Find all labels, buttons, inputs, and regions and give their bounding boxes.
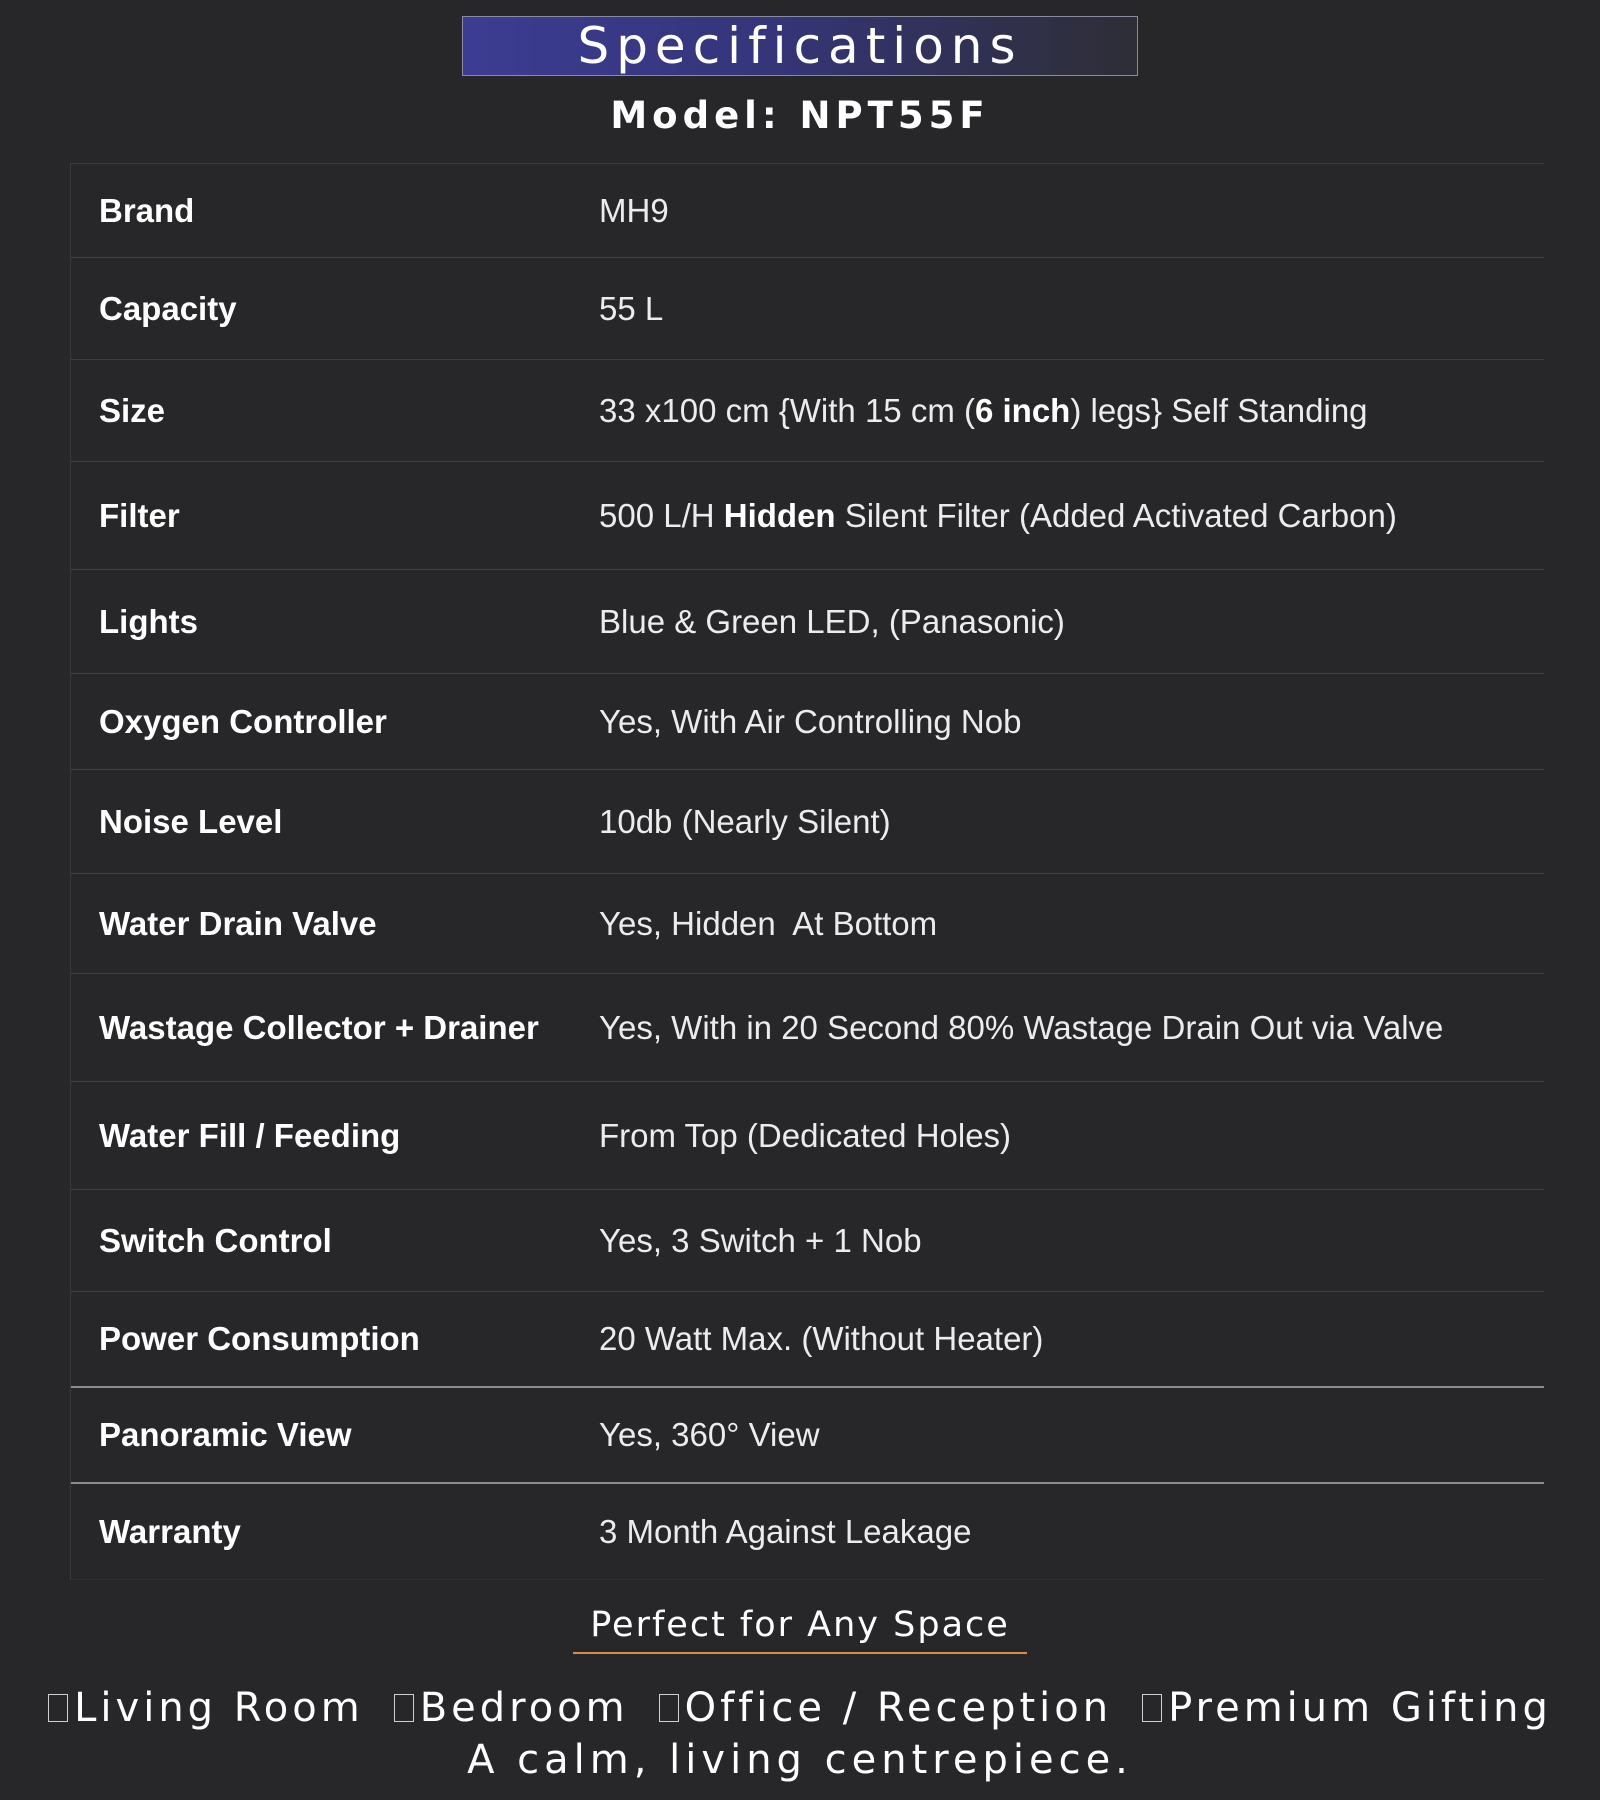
spec-row — [71, 570, 1544, 674]
spec-value — [599, 803, 1544, 841]
space-item — [394, 1680, 629, 1736]
space-list — [0, 1680, 1600, 1736]
spec-value-text: Yes, 3 Switch + 1 Nob — [599, 1221, 922, 1259]
spec-row — [71, 1484, 1544, 1580]
spec-label: Lights — [99, 602, 198, 640]
spec-label: Water Fill / Feeding — [99, 1116, 401, 1154]
spec-value — [599, 1320, 1544, 1358]
spec-value-text: Yes, Hidden At Bottom — [599, 904, 938, 942]
spec-value-text: 10db (Nearly Silent) — [599, 802, 891, 840]
closing-line: A calm, living centrepiece. — [467, 1737, 1133, 1783]
spec-value-emphasis: 6 inch — [974, 391, 1071, 429]
spec-value — [599, 1117, 1544, 1155]
spec-value-text: MH9 — [599, 191, 669, 229]
spec-value-text: 500 L/H — [599, 496, 724, 534]
spec-label: Water Drain Valve — [99, 904, 377, 942]
spec-row — [71, 1388, 1544, 1484]
spec-row — [71, 462, 1544, 570]
spec-row — [71, 1292, 1544, 1388]
spec-value — [599, 290, 1544, 328]
spec-value — [599, 1513, 1544, 1551]
spec-value-text: Yes, With Air Controlling Nob — [599, 702, 1022, 740]
space-item — [48, 1680, 364, 1736]
title-banner — [462, 16, 1138, 76]
spec-value — [599, 1416, 1544, 1454]
checkbox-outline-icon — [659, 1694, 679, 1722]
checkbox-outline-icon — [394, 1694, 414, 1722]
spec-label: Switch Control — [99, 1221, 332, 1259]
spec-label: Panoramic View — [99, 1416, 352, 1453]
spec-label: Size — [99, 391, 166, 429]
space-label: Bedroom — [419, 1685, 629, 1731]
spec-label: Capacity — [99, 289, 237, 327]
spec-row — [71, 258, 1544, 360]
checkbox-outline-icon — [48, 1694, 68, 1722]
spec-row — [71, 164, 1544, 258]
spec-label: Noise Level — [99, 802, 283, 840]
space-label: Premium Gifting — [1168, 1685, 1552, 1731]
model-number: Model: NPT55F — [610, 94, 990, 137]
spec-label: Warranty — [99, 1512, 241, 1550]
spec-value — [599, 497, 1544, 535]
space-item — [659, 1680, 1113, 1736]
spec-row — [71, 770, 1544, 874]
spec-row — [71, 360, 1544, 462]
spec-value-emphasis: Hidden — [723, 496, 836, 534]
spec-row — [71, 1190, 1544, 1292]
tagline: Perfect for Any Space — [573, 1600, 1027, 1654]
spec-row — [71, 1082, 1544, 1190]
spec-value — [599, 905, 1544, 943]
page-title: Specifications — [577, 17, 1023, 75]
spec-value-text: Yes, With in 20 Second 80% Wastage Drain Out via Valve — [599, 1008, 1444, 1046]
spec-label: Oxygen Controller — [99, 702, 387, 740]
spec-row — [71, 974, 1544, 1082]
spec-label: Filter — [99, 496, 180, 534]
space-label: Office / Reception — [684, 1685, 1113, 1731]
spec-value — [599, 1009, 1544, 1047]
spec-value-text: 33 x100 cm {With 15 cm ( — [599, 391, 975, 429]
spec-value — [599, 392, 1544, 430]
spec-value-text: Silent Filter (Added Activated Carbon) — [835, 496, 1397, 534]
spec-value-text: 55 L — [599, 289, 664, 327]
spec-value-text: 3 Month Against Leakage — [599, 1512, 972, 1550]
spec-value — [599, 703, 1544, 741]
spec-value-text: ) legs} Self Standing — [1070, 391, 1368, 429]
spec-row — [71, 874, 1544, 974]
spec-label: Brand — [99, 191, 195, 229]
spec-label: Power Consumption — [99, 1320, 420, 1357]
spec-label: Wastage Collector + Drainer — [99, 1008, 539, 1046]
spec-value — [599, 603, 1544, 641]
spec-row — [71, 674, 1544, 770]
space-label: Living Room — [74, 1685, 364, 1731]
spec-value-text: Blue & Green LED, (Panasonic) — [599, 602, 1065, 640]
spec-table — [70, 163, 1544, 1580]
spec-value-text: Yes, 360° View — [599, 1416, 820, 1453]
spec-value — [599, 1222, 1544, 1260]
checkbox-outline-icon — [1142, 1694, 1162, 1722]
spec-value-text: From Top (Dedicated Holes) — [599, 1116, 1012, 1154]
spec-value-text: 20 Watt Max. (Without Heater) — [599, 1320, 1044, 1357]
space-item — [1142, 1680, 1552, 1736]
spec-value — [599, 192, 1544, 230]
